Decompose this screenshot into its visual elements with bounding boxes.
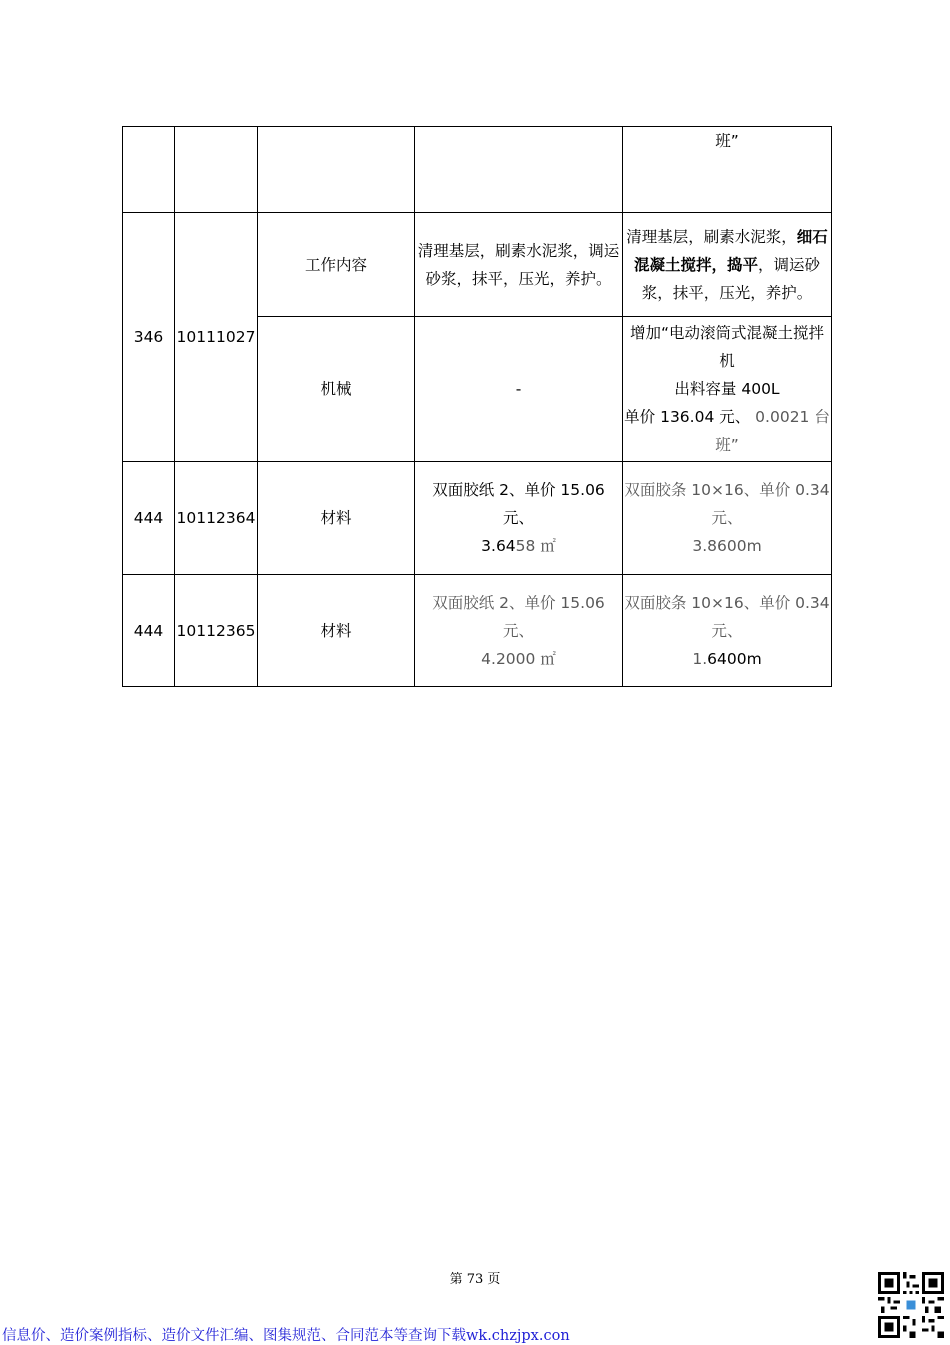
table-row	[123, 213, 832, 317]
cell-empty	[123, 127, 175, 213]
cell-continuation	[623, 127, 832, 213]
revised-bold-text: 细石混凝土搅拌，捣平	[633, 227, 828, 274]
cell-seq: 444	[123, 575, 175, 687]
cell-revised: 清理基层，刷素水泥浆，细石混凝土搅拌，捣平，调运砂浆，抹平，压光，养护。	[623, 213, 832, 317]
cell-item-label: 机械	[258, 317, 415, 462]
cell-revised: 增加“电动滚筒式混凝土搅拌机 出料容量 400L 单价 136.04 元、 0.0021 台班”	[623, 317, 832, 462]
continuation-text: 班”	[715, 132, 739, 150]
cell-empty	[175, 127, 258, 213]
cell-original: -	[415, 317, 623, 462]
cell-empty	[258, 127, 415, 213]
cell-code: 10111027	[175, 213, 258, 462]
cell-original: 清理基层，刷素水泥浆，调运砂浆，抹平，压光，养护。	[415, 213, 623, 317]
cell-code: 10112365	[175, 575, 258, 687]
cell-item-label: 材料	[258, 462, 415, 575]
cell-item-label: 材料	[258, 575, 415, 687]
page-number: 第 73 页	[449, 1272, 501, 1287]
table-row	[123, 127, 832, 213]
qr-code-icon	[878, 1272, 944, 1338]
cell-revised: 双面胶条 10×16、单价 0.34 元、 1.6400m	[623, 575, 832, 687]
footer-link[interactable]: 信息价、造价案例指标、造价文件汇编、图集规范、合同范本等查询下载wk.chzjpx.con	[2, 1328, 570, 1344]
cell-empty	[415, 127, 623, 213]
table-row	[123, 462, 832, 575]
cell-original: 双面胶纸 2、单价 15.06 元、 3.6458 ㎡	[415, 462, 623, 575]
cell-code: 10112364	[175, 462, 258, 575]
quota-change-table	[122, 126, 832, 687]
cell-seq: 444	[123, 462, 175, 575]
cell-original: 双面胶纸 2、单价 15.06 元、 4.2000 ㎡	[415, 575, 623, 687]
table-row	[123, 575, 832, 687]
cell-item-label: 工作内容	[258, 213, 415, 317]
cell-revised: 双面胶条 10×16、单价 0.34 元、 3.8600m	[623, 462, 832, 575]
cell-seq: 346	[123, 213, 175, 462]
